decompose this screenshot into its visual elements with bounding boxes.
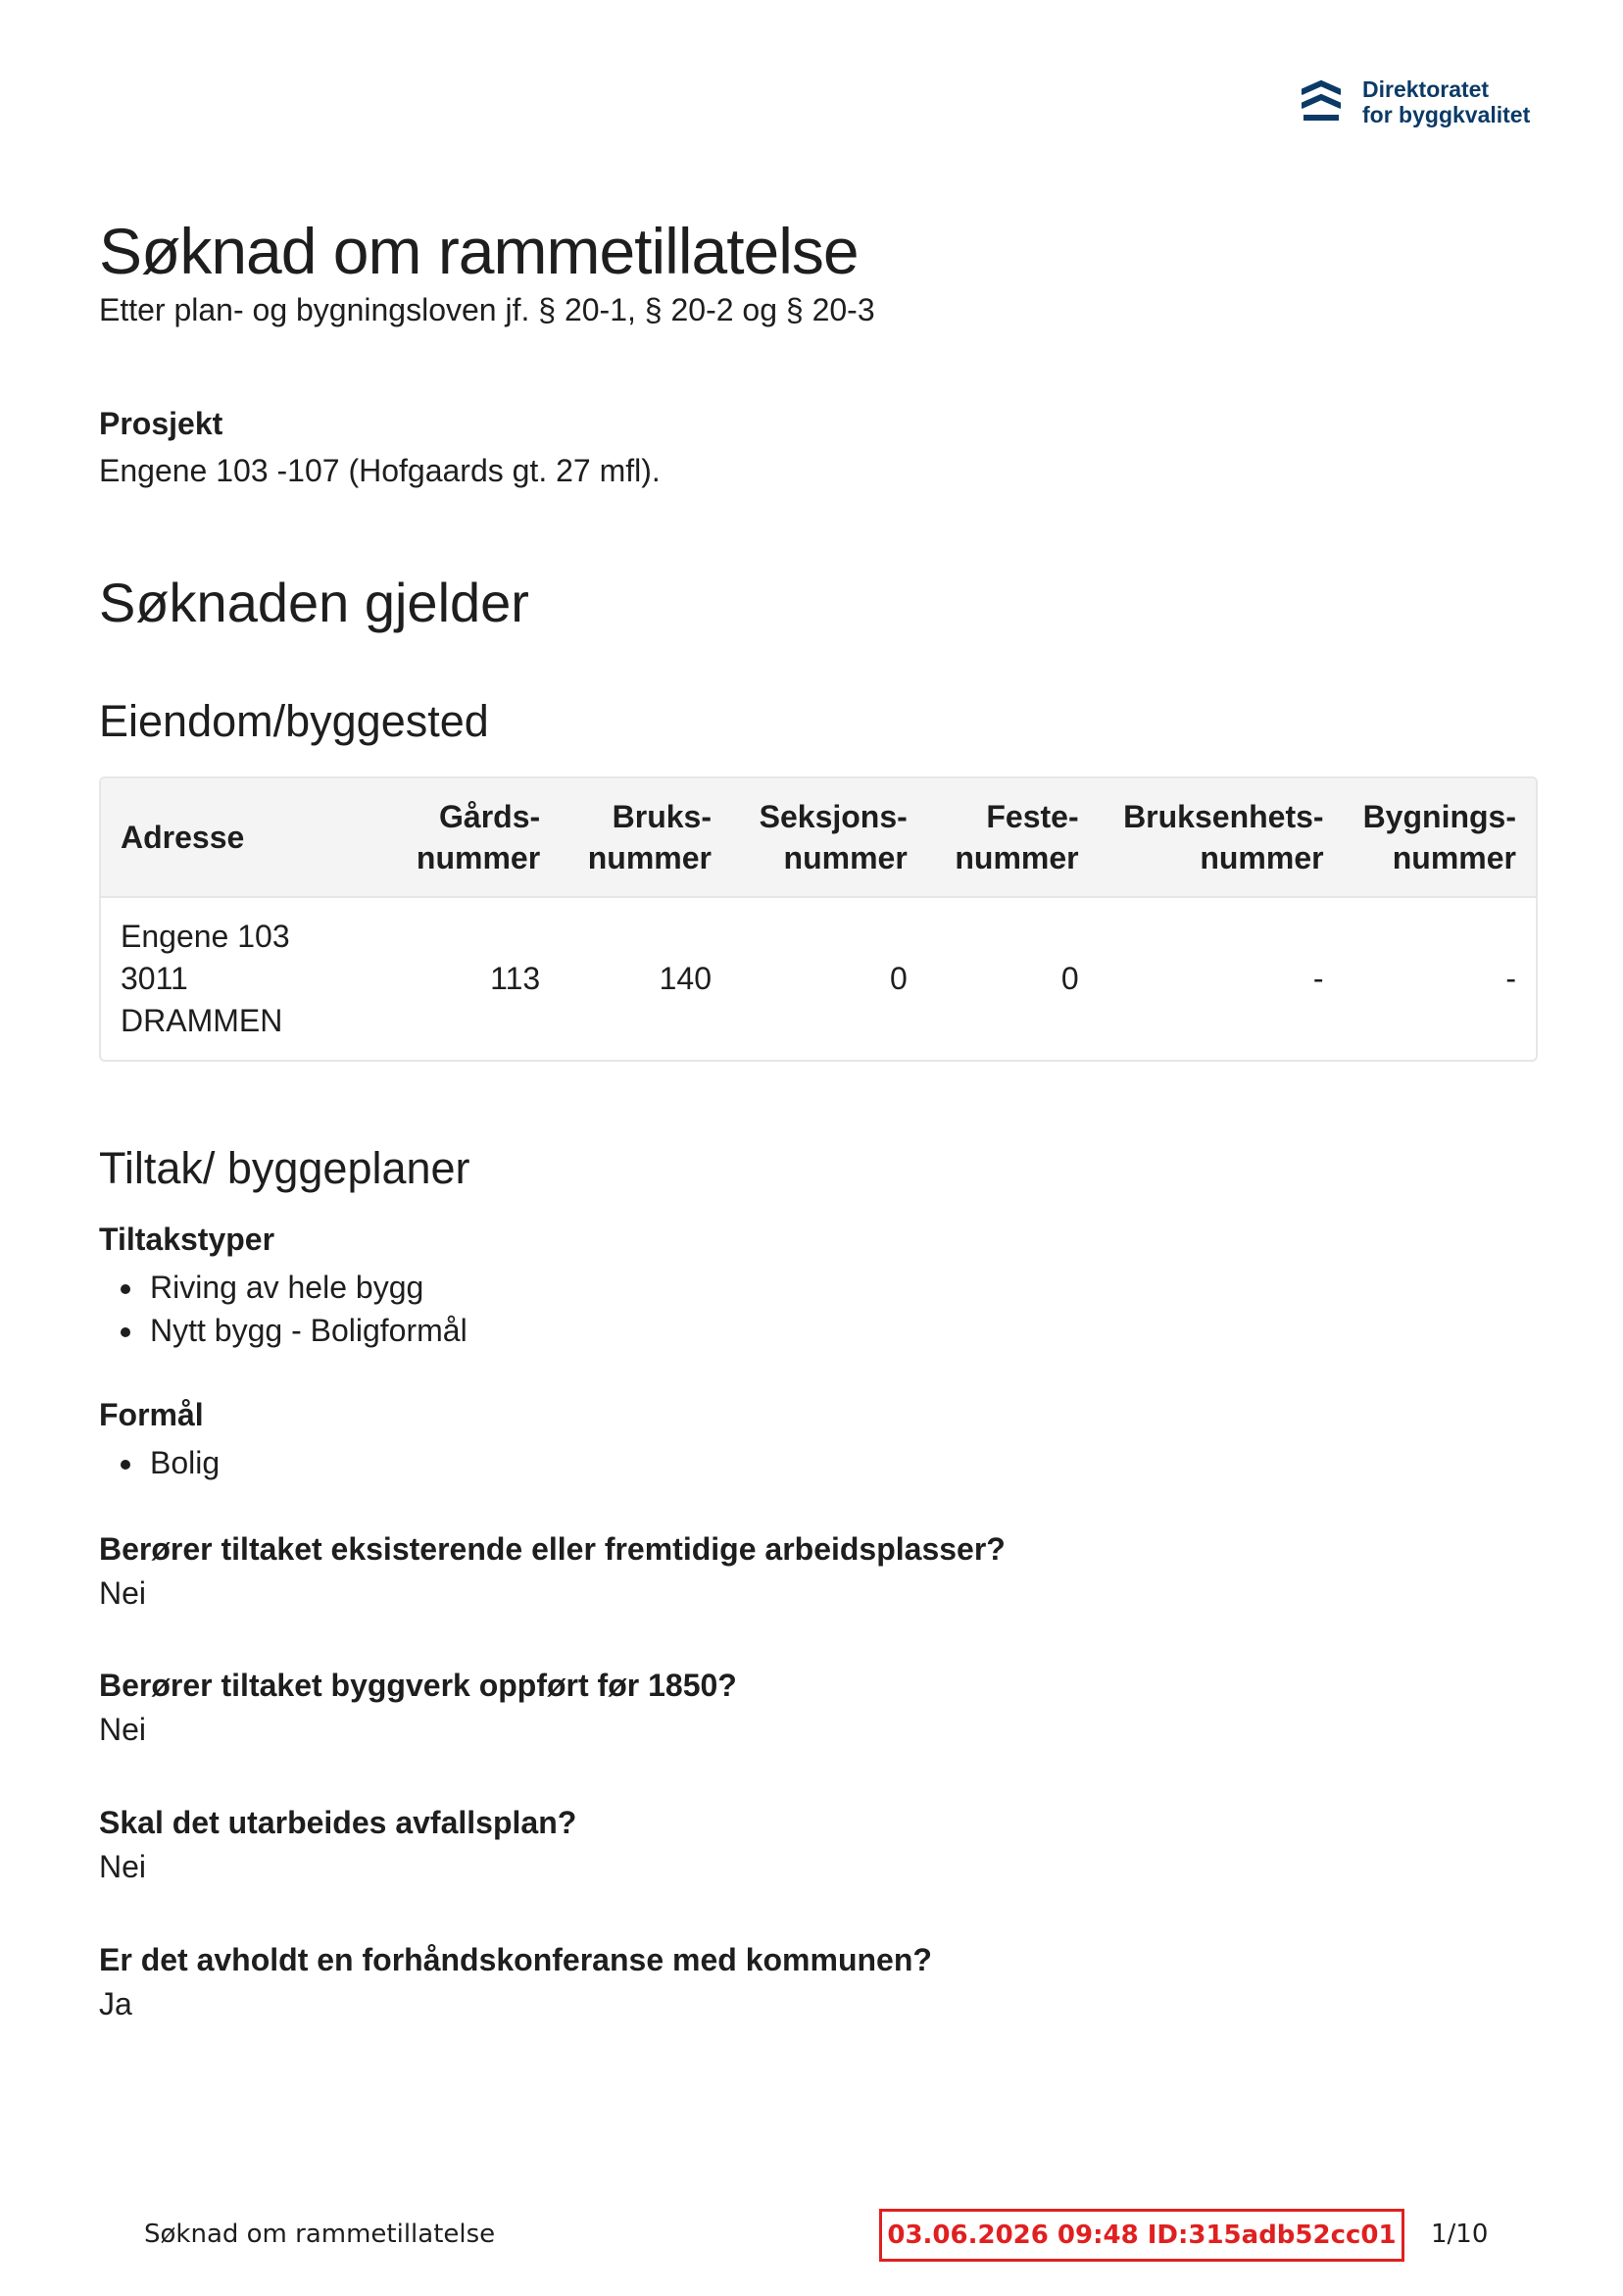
address-line-postcode: 3011: [121, 961, 188, 996]
col-bruksenhetsnummer: Bruksenhets- nummer: [1099, 778, 1344, 897]
cell-bruksenhetsnummer: -: [1312, 961, 1324, 996]
cell-adresse: [101, 897, 383, 1060]
list-item: • Nytt bygg - Boligformål: [146, 1309, 467, 1352]
question-byggverk-1850: [99, 1668, 737, 1748]
dibk-logo-icon: [1302, 77, 1341, 126]
tiltakstyper-block: [99, 1222, 467, 1352]
section-heading: Søknaden gjelder: [99, 572, 529, 633]
list-item: • Riving av hele bygg: [146, 1266, 467, 1309]
question-avfallsplan: [99, 1805, 576, 1885]
formal-list: [99, 1441, 220, 1484]
brand-logo: [1302, 76, 1530, 127]
tiltakstyper-label: Tiltakstyper: [99, 1222, 275, 1257]
col-seksjonsnummer: Seksjons- nummer: [731, 778, 927, 897]
question-answer: Ja: [99, 1986, 132, 2021]
cell-bruksnummer: 140: [659, 961, 712, 996]
question-label: Skal det utarbeides avfallsplan?: [99, 1805, 577, 1840]
question-answer: Nei: [99, 1712, 147, 1747]
address-line-city: DRAMMEN: [121, 1003, 283, 1038]
tiltakstyper-list: [99, 1266, 467, 1352]
document-title: Søknad om rammetillatelse: [99, 215, 859, 287]
cell-seksjonsnummer: 0: [890, 961, 908, 996]
project-label: Prosjekt: [99, 406, 223, 441]
property-heading: Eiendom/byggested: [99, 696, 489, 746]
formal-block: [99, 1397, 220, 1484]
footer-page-number: 1/10: [1431, 2220, 1489, 2249]
logo-text-line2: for byggkvalitet: [1362, 102, 1531, 127]
question-arbeidsplasser: [99, 1531, 1006, 1612]
property-table: [99, 776, 1538, 1062]
col-gardsnummer: Gårds- nummer: [383, 778, 560, 897]
col-adresse: Adresse: [101, 778, 383, 897]
table-row: [101, 897, 1536, 1060]
logo-text-line1: Direktoratet: [1362, 76, 1490, 102]
col-bygningsnummer: Bygnings- nummer: [1344, 778, 1536, 897]
question-label: Berører tiltaket eksisterende eller fremtidige arbeidsplasser?: [99, 1531, 1006, 1567]
tiltak-heading: Tiltak/ byggeplaner: [99, 1143, 470, 1193]
document-subtitle: Etter plan- og bygningsloven jf. § 20-1, § 20-2 og § 20-3: [99, 292, 875, 327]
cell-festenummer: 0: [1060, 961, 1079, 996]
table-header-row: [101, 778, 1536, 897]
col-festenummer: Feste- nummer: [927, 778, 1099, 897]
footer-document-name: Søknad om rammetillatelse: [144, 2220, 496, 2249]
question-answer: Nei: [99, 1849, 147, 1884]
question-label: Berører tiltaket byggverk oppført før 1850?: [99, 1668, 737, 1703]
address-line-street: Engene 103: [121, 919, 290, 954]
col-bruksnummer: Bruks- nummer: [560, 778, 731, 897]
question-forhandskonferanse: [99, 1942, 932, 2022]
question-label: Er det avholdt en forhåndskonferanse med kommunen?: [99, 1942, 932, 1977]
project-value: Engene 103 -107 (Hofgaards gt. 27 mfl).: [99, 453, 661, 488]
footer-timestamp-stamp: 03.06.2026 09:48 ID:315adb52cc01: [879, 2209, 1404, 2262]
cell-gardsnummer: 113: [490, 961, 541, 996]
list-item: • Bolig: [146, 1441, 220, 1484]
cell-bygningsnummer: -: [1505, 961, 1516, 996]
formal-label: Formål: [99, 1397, 204, 1432]
question-answer: Nei: [99, 1575, 147, 1611]
